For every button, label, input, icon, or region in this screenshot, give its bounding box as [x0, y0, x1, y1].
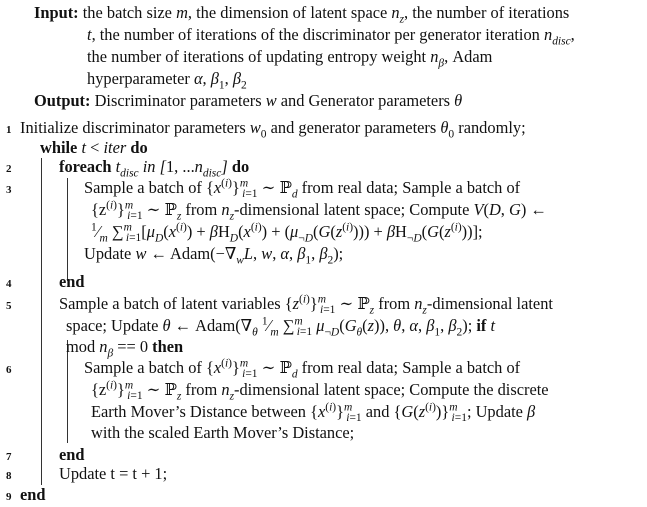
- input-line-1: Input: the batch size m, the dimension of latent space $n_z$, the number of iterations: [34, 3, 570, 26]
- line-number-7: 7: [6, 451, 12, 463]
- algo-line-6d: with the scaled Earth Mover’s Distance;: [91, 423, 355, 442]
- line-number-9: 9: [6, 491, 12, 503]
- input-line-4: hyperparameter α, $\beta_1$, $\beta_2$: [87, 69, 247, 92]
- line-number-5: 5: [6, 300, 12, 312]
- algo-line-3d: Update w ← $Adam(-\nabla_wL$, w, α, $\beta_1$, $\beta_2$);: [84, 244, 344, 267]
- algo-line-5b: space; Update θ ← $Adam(\nabla_\theta$ $^1⁄_m$ ∑$^m_{i=1}$ $\mu_{\neg D}(G_\theta(z))$, θ, α, $\beta_1$, $\beta_2$); if t: [66, 315, 496, 339]
- algo-line-3b: $\{z^{(i)}\}^m_{i=1}$ ∼ ℙ$_z$ from $n_z$-dimensional latent space; Compute V(D, G) ←: [91, 199, 547, 223]
- foreach-block-bar: [67, 178, 68, 281]
- line-number-4: 4: [6, 278, 12, 290]
- input-label: Input:: [34, 3, 79, 22]
- output-label: Output:: [34, 91, 91, 110]
- line-number-2: 2: [6, 163, 12, 175]
- while-block-bar: [41, 158, 42, 485]
- algo-line-8: Update t = t + 1;: [59, 464, 168, 483]
- line-number-8: 8: [6, 470, 12, 482]
- algo-line-6c: Earth Mover’s Distance between $\{x^{(i)}\}^m_{i=1}$ and $\{G(z^{(i)})\}^m_{i=1}$; Update β: [91, 401, 536, 425]
- input-line-3: the number of iterations of updating entropy weight $n_\beta$, Adam: [87, 47, 493, 70]
- algo-line-3a: Sample a batch of $\{x^{(i)}\}^m_{i=1}$ ∼ ℙ$_d$ from real data; Sample a batch of: [84, 177, 521, 201]
- algo-line-5c: mod $n_\beta == 0$ then: [66, 337, 184, 360]
- line-number-1: 1: [6, 124, 12, 136]
- algo-line-6a: Sample a batch of $\{x^{(i)}\}^m_{i=1}$ ∼ ℙ$_d$ from real data; Sample a batch of: [84, 357, 521, 381]
- input-line-2: t, the number of iterations of the discriminator per generator iteration $n_{disc}$,: [87, 25, 575, 48]
- algo-line-9: end: [20, 485, 46, 504]
- line-number-6: 6: [6, 364, 12, 376]
- algo-line-5a: Sample a batch of latent variables $\{z^{(i)}\}^m_{i=1}$ ∼ ℙ$_z$ from $n_z$-dimensional latent: [59, 293, 553, 317]
- while-line: while t < iter do: [40, 138, 148, 157]
- algo-line-2: foreach $t_{disc}$ in [1, $...n_{disc}$] do: [59, 157, 250, 180]
- algo-line-1: Initialize discriminator parameters $w_0$ and generator parameters $\theta_0$ randomly;: [20, 118, 526, 141]
- line-number-3: 3: [6, 184, 12, 196]
- algo-line-3c: $^1⁄_m$ $\sum^m_{i=1}[\mu_D(x^{(i)}) + \beta H_D(x^{(i)}) + (\mu_{\neg D}(G(z^{(i)}))) + \beta H_{\neg D}(G(z^{(i)}))]$;: [91, 221, 483, 245]
- algo-line-4: end: [59, 272, 85, 291]
- algo-line-6b: $\{z^{(i)}\}^m_{i=1}$ ∼ ℙ$_z$ from $n_z$-dimensional latent space; Compute the discrete: [91, 379, 549, 403]
- output-line: Output: Discriminator parameters w and Generator parameters θ: [34, 91, 463, 110]
- algo-line-7: end: [59, 445, 85, 464]
